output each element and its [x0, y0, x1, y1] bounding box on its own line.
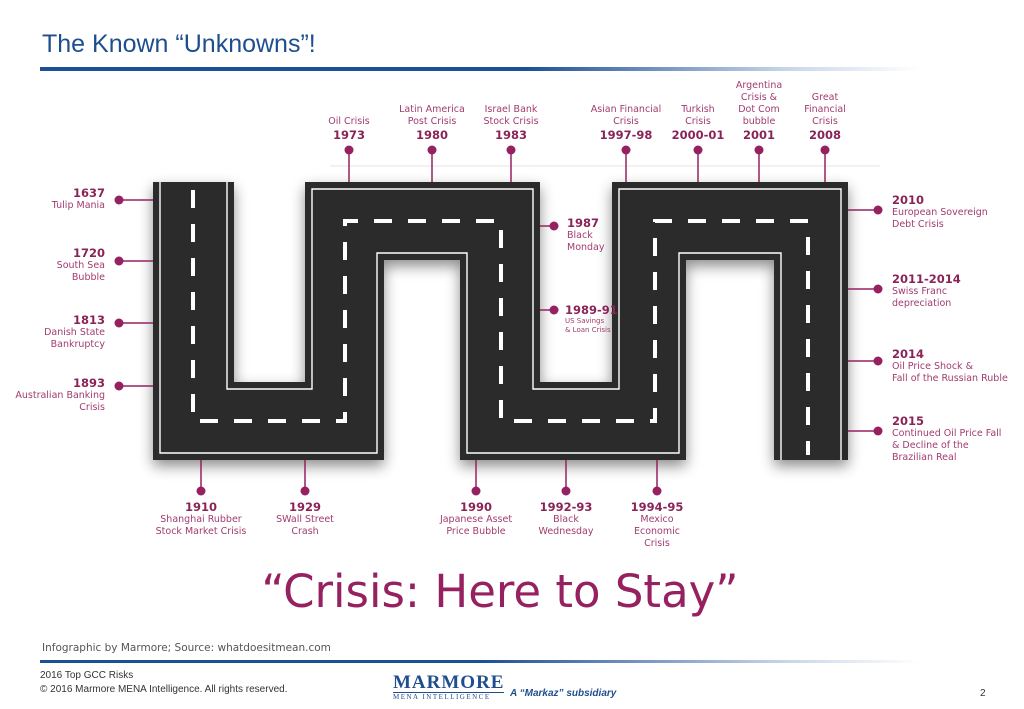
- event-description: Oil Crisis: [328, 116, 370, 127]
- event-description: Great: [811, 92, 839, 103]
- pin-dot: [428, 146, 437, 155]
- event-description: depreciation: [892, 298, 952, 309]
- event-year: 1987: [567, 216, 600, 230]
- event-year: 2010: [892, 193, 925, 207]
- event-description: Crisis: [613, 116, 639, 127]
- event-description: Danish State: [44, 327, 105, 338]
- event-description: Economic: [633, 526, 680, 537]
- pin-dot: [550, 306, 559, 315]
- event-description: Debt Crisis: [892, 219, 944, 230]
- event-description: Bubble: [71, 272, 105, 283]
- event-description: Bankruptcy: [50, 339, 105, 350]
- road-path: [153, 182, 848, 460]
- page-title: The Known “Unknowns”!: [42, 30, 316, 58]
- event-year: 1637: [72, 186, 105, 200]
- event-description: European Sovereign: [892, 207, 988, 218]
- pin-dot: [694, 146, 703, 155]
- event-year: 1813: [72, 313, 105, 327]
- event-description: Dot Com: [738, 104, 780, 115]
- event-label: [591, 104, 662, 142]
- pin-dot: [874, 357, 883, 366]
- pin-dot: [115, 257, 124, 266]
- event-year: 1989-91: [565, 303, 618, 317]
- event-description: Fall of the Russian Ruble: [892, 373, 1008, 384]
- slogan: “Crisis: Here to Stay”: [261, 565, 739, 618]
- event-year: 2000-01: [671, 128, 725, 142]
- event-year: 1973: [332, 128, 365, 142]
- marmore-logo: [393, 673, 504, 702]
- pin-dot: [115, 382, 124, 391]
- page-number: 2: [980, 688, 986, 699]
- event-year: 2015: [892, 414, 925, 428]
- event-label: [440, 500, 512, 538]
- pin-dot: [562, 487, 571, 496]
- event-description: Asian Financial: [590, 104, 662, 115]
- event-description: Crisis &: [740, 92, 778, 103]
- pin-dot: [472, 487, 481, 496]
- pin-dot: [507, 146, 516, 155]
- pin-dot: [821, 146, 830, 155]
- pin-dot: [653, 487, 662, 496]
- event-description: South Sea: [56, 260, 105, 271]
- event-description: Price Bubble: [446, 526, 506, 537]
- event-label: [44, 313, 105, 351]
- event-label: [156, 500, 247, 538]
- event-description: US Savings: [565, 317, 605, 325]
- event-description: Crisis: [79, 402, 105, 413]
- event-description: Crisis: [812, 116, 838, 127]
- event-label: [736, 80, 782, 142]
- event-description: Turkish: [681, 104, 715, 115]
- event-label: [804, 92, 846, 142]
- event-description: Brazilian Real: [892, 452, 957, 463]
- event-year: 1994-95: [630, 500, 684, 514]
- pin-dot: [301, 487, 310, 496]
- event-description: Continued Oil Price Fall: [892, 428, 1002, 439]
- event-description: Australian Banking: [15, 390, 105, 401]
- event-label: [483, 104, 538, 142]
- pin-dot: [874, 206, 883, 215]
- event-description: Argentina: [735, 80, 783, 91]
- event-description: & Decline of the: [892, 440, 969, 451]
- event-year: 1983: [494, 128, 527, 142]
- event-description: Crash: [291, 526, 319, 537]
- event-year: 2014: [892, 347, 925, 361]
- event-description: Israel Bank: [484, 104, 538, 115]
- event-label: [672, 104, 725, 142]
- event-label: [276, 500, 334, 538]
- event-description: Crisis: [685, 116, 711, 127]
- event-label: [57, 246, 105, 284]
- event-description: Stock Market Crisis: [155, 526, 247, 537]
- event-description: Mexico: [640, 514, 674, 525]
- event-description: & Loan Crisis: [565, 326, 611, 334]
- footer-report-name: 2016 Top GCC Risks: [40, 670, 134, 681]
- event-label: [892, 414, 1001, 464]
- pin-dot: [874, 427, 883, 436]
- event-description: Stock Crisis: [483, 116, 539, 127]
- event-year: 1992-93: [539, 500, 593, 514]
- logo-tagline: MENA INTELLIGENCE: [393, 692, 504, 702]
- event-year: 1929: [288, 500, 321, 514]
- pin-dot: [115, 196, 124, 205]
- event-label: [52, 186, 105, 212]
- event-description: Crisis: [644, 538, 670, 549]
- pin-dot: [115, 319, 124, 328]
- pin-dot: [550, 222, 559, 231]
- event-year: 1910: [184, 500, 217, 514]
- footer-copyright: © 2016 Marmore MENA Intelligence. All rights reserved.: [40, 684, 288, 695]
- event-description: Black: [567, 230, 593, 241]
- footer-divider: [40, 660, 920, 663]
- event-year: 1980: [415, 128, 448, 142]
- event-description: SWall Street: [276, 514, 334, 525]
- subsidiary-note: A “Markaz” subsidiary: [510, 688, 617, 699]
- pin-dot: [755, 146, 764, 155]
- pin-dot: [874, 285, 883, 294]
- event-year: 2011-2014: [892, 272, 961, 286]
- pin-dot: [197, 487, 206, 496]
- pin-dot: [622, 146, 631, 155]
- event-label: [892, 193, 988, 231]
- event-description: Wednesday: [538, 526, 594, 537]
- event-year: 1893: [72, 376, 105, 390]
- event-label: [892, 347, 1008, 385]
- event-label: [567, 216, 605, 254]
- event-description: Shanghai Rubber: [160, 514, 242, 525]
- event-label: [15, 376, 105, 414]
- event-description: bubble: [742, 116, 776, 127]
- event-description: Financial: [804, 104, 846, 115]
- event-description: Japanese Asset: [439, 514, 513, 525]
- event-description: Post Crisis: [407, 116, 457, 127]
- event-label: [538, 500, 593, 538]
- event-year: 2008: [808, 128, 842, 142]
- event-description: Latin America: [399, 104, 465, 115]
- event-label: [892, 272, 961, 310]
- event-year: 1990: [459, 500, 492, 514]
- event-year: 1997-98: [599, 128, 653, 142]
- event-label: [399, 104, 465, 142]
- event-label: [328, 116, 370, 142]
- event-description: Swiss Franc: [892, 286, 948, 297]
- event-label: [565, 303, 618, 335]
- event-description: Black: [553, 514, 579, 525]
- event-description: Tulip Mania: [51, 200, 105, 211]
- event-description: Oil Price Shock &: [892, 361, 973, 372]
- pin-dot: [345, 146, 354, 155]
- event-description: Monday: [567, 242, 605, 253]
- event-year: 1720: [72, 246, 105, 260]
- logo-wordmark: MARMORE: [393, 672, 505, 693]
- event-year: 2001: [742, 128, 775, 142]
- source-credit: Infographic by Marmore; Source: whatdoesitmean.com: [42, 642, 331, 654]
- event-label: [631, 500, 684, 550]
